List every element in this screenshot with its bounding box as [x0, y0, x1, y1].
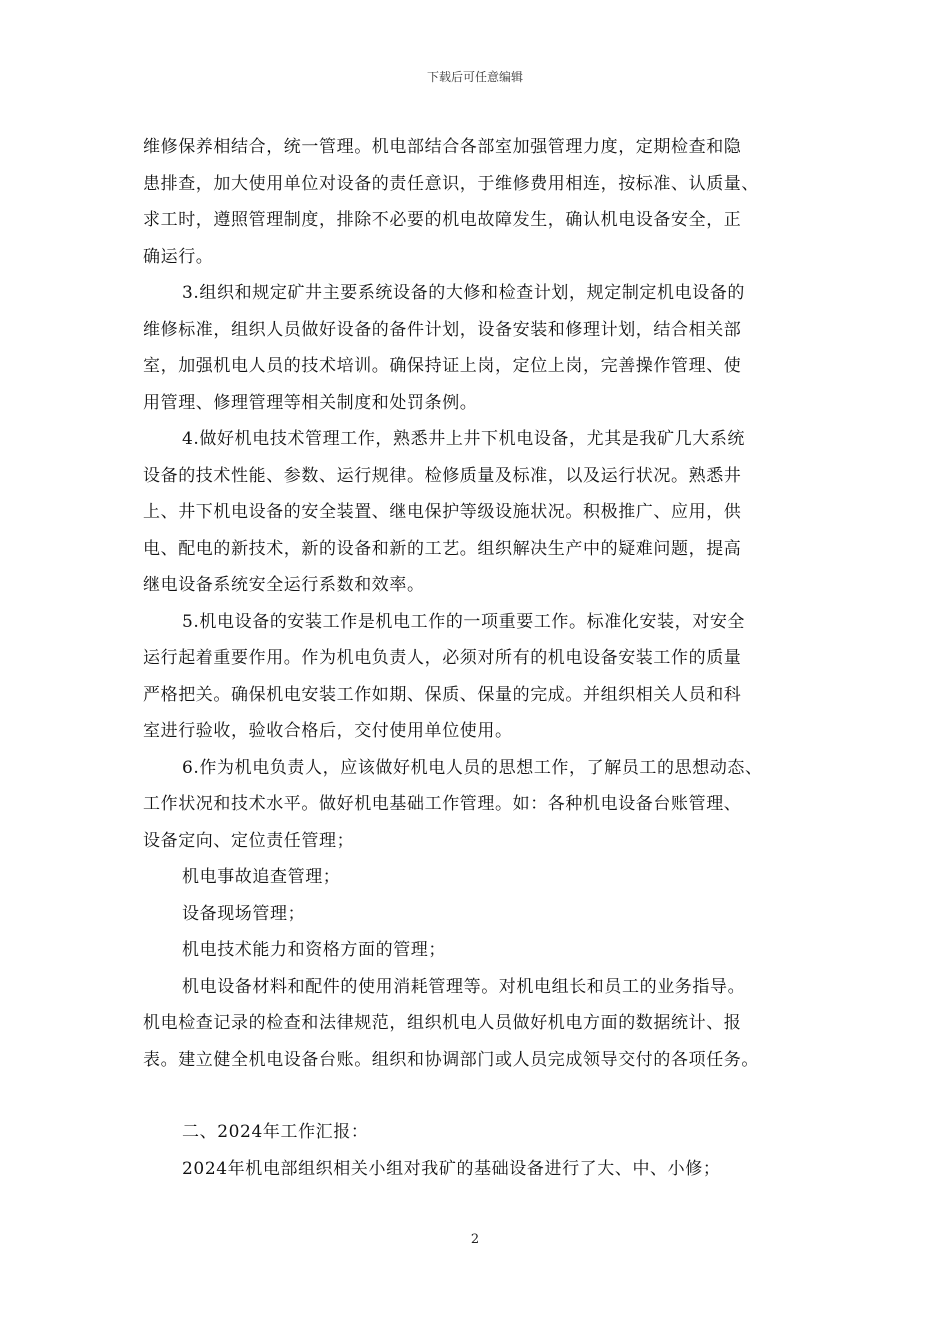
text-line: 严格把关。确保机电安装工作如期、保质、保量的完成。并组织相关人员和科 — [143, 684, 742, 705]
text-line: 表。建立健全机电设备台账。组织和协调部门或人员完成领导交付的各项任务。 — [143, 1049, 759, 1070]
paragraph-continuation — [143, 129, 815, 275]
text-line: 上、井下机电设备的安全装置、继电保护等级设施状况。积极推广、应用，供 — [143, 502, 742, 522]
paragraph-2024-report: 2024年机电部组织相关小组对我矿的基础设备进行了大、中、小修； — [182, 1158, 721, 1179]
text-line: 6.作为机电负责人，应该做好机电人员的思想工作，了解员工的思想动态、 — [182, 757, 763, 778]
text-line: 维修保养相结合，统一管理。机电部结合各部室加强管理力度，定期检查和隐 — [143, 137, 742, 157]
text-line: 机电检查记录的检查和法律规范，组织机电人员做好机电方面的数据统计、报 — [143, 1013, 742, 1033]
paragraph-item-5 — [143, 604, 815, 750]
text-line: 5.机电设备的安装工作是机电工作的一项重要工作。标准化安装，对安全 — [182, 611, 746, 632]
text-line: 确运行。 — [143, 246, 214, 267]
blank-line — [143, 1078, 815, 1114]
document-body — [143, 129, 815, 1187]
text-line: 室进行验收，验收合格后，交付使用单位使用。 — [143, 721, 513, 741]
list-item-site-management: 设备现场管理； — [182, 903, 306, 924]
text-line: 3.组织和规定矿井主要系统设备的大修和检查计划，规定制定机电设备的 — [182, 283, 746, 303]
text-line: 设备定向、定位责任管理； — [143, 830, 355, 851]
text-line: 用管理、修理管理等相关制度和处罚条例。 — [143, 392, 478, 413]
paragraph-item-6 — [143, 750, 815, 860]
page-number: 2 — [470, 1232, 480, 1247]
text-line: 室，加强机电人员的技术培训。确保持证上岗，定位上岗，完善操作管理、使 — [143, 356, 742, 376]
list-item-accident-tracking: 机电事故追查管理； — [182, 867, 341, 887]
text-line: 4.做好机电技术管理工作，熟悉井上井下机电设备，尤其是我矿几大系统 — [182, 429, 746, 449]
text-line: 设备的技术性能、参数、运行规律。检修质量及标准，以及运行状况。熟悉井 — [143, 465, 742, 486]
text-line: 工作状况和技术水平。做好机电基础工作管理。如：各种机电设备台账管理、 — [143, 794, 742, 814]
text-line: 电、配电的新技术，新的设备和新的工艺。组织解决生产中的疑难问题，提高 — [143, 538, 742, 559]
text-line: 机电设备材料和配件的使用消耗管理等。对机电组长和员工的业务指导。 — [182, 976, 746, 997]
paragraph-item-4 — [143, 421, 815, 604]
text-line: 维修标准，组织人员做好设备的备件计划，设备安装和修理计划，结合相关部 — [143, 319, 742, 340]
text-line: 求工时，遵照管理制度，排除不必要的机电故障发生，确认机电设备安全，正 — [143, 210, 742, 230]
section-heading: 二、2024年工作汇报： — [182, 1122, 369, 1142]
paragraph-item-3 — [143, 275, 815, 421]
list-item-qualification-management: 机电技术能力和资格方面的管理； — [182, 940, 446, 960]
text-line: 患排查，加大使用单位对设备的责任意识，于维修费用相连，按标准、认质量、 — [143, 173, 759, 194]
page-header-note: 下载后可任意编辑 — [426, 70, 523, 84]
paragraph-materials — [143, 969, 815, 1079]
text-line: 运行起着重要作用。作为机电负责人，必须对所有的机电设备安装工作的质量 — [143, 648, 742, 668]
text-line: 继电设备系统安全运行系数和效率。 — [143, 575, 425, 595]
